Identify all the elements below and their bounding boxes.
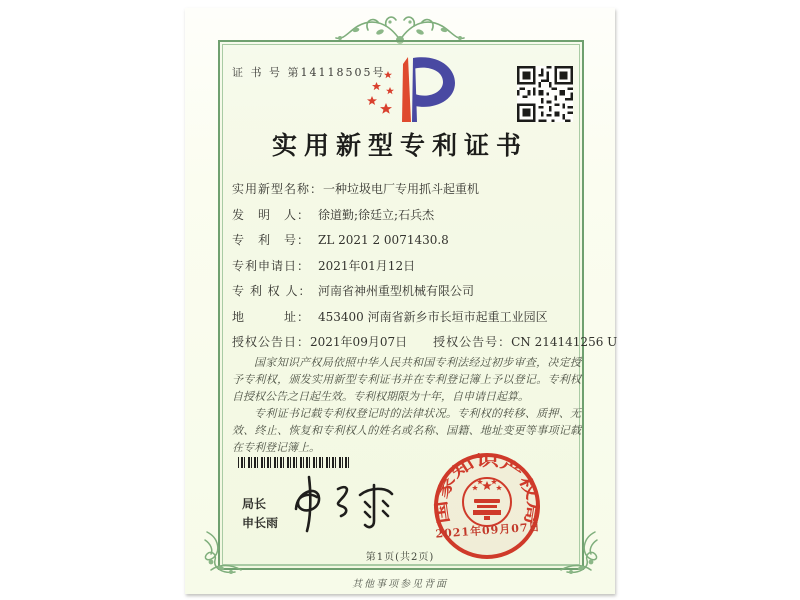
field-value: 河南省神州重型机械有限公司: [318, 284, 475, 298]
field-label: 专 利 号：: [232, 233, 311, 247]
grant-number-value: CN 214141256 U: [511, 335, 618, 349]
field-value: 徐道勤;徐廷立;石兵杰: [318, 207, 435, 222]
field-utility-model-name: [232, 180, 581, 194]
legal-paragraph-1: 国家知识产权局依照中华人民共和国专利法经过初步审查，决定授予专利权，颁发实用新型专利证书并在专利登记簿上予以登记。专利权自授权公告之日起生效。专利权期限为十年，自申请日起算。: [232, 356, 581, 403]
field-value: 一种垃圾电厂专用抓斗起重机: [323, 182, 480, 196]
certificate-number: 证 书 号 第14118505号: [232, 66, 386, 79]
field-inventors: [232, 206, 581, 220]
field-value: 453400 河南省新乡市长垣市起重工业园区: [318, 309, 548, 324]
signatory-name: 申长雨: [242, 516, 279, 530]
handwritten-signature-icon: [288, 473, 406, 537]
field-patent-number: [232, 231, 581, 245]
field-grant-announcement: [232, 333, 618, 349]
field-label: 地 址：: [232, 309, 311, 324]
field-label: 专利申请日：: [232, 258, 311, 273]
certificate-title: 实用新型专利证书: [271, 131, 528, 160]
field-label: 专 利 权 人：: [232, 284, 312, 298]
seal-circular-text: 国家知识产权局: [433, 451, 543, 525]
see-reverse-note: 其他事项参见背面: [352, 579, 448, 590]
qr-code-icon: [517, 66, 573, 122]
grant-date-value: 2021年09月07日: [310, 335, 408, 349]
field-filing-date: [232, 257, 581, 271]
grant-date-label: 授权公告日：: [232, 335, 311, 349]
legal-paragraph-2: 专利证书记载专利权登记时的法律状况。专利权的转移、质押、无效、终止、恢复和专利权人的姓名或名称、国籍、地址变更等事项记载在专利登记簿上。: [232, 407, 581, 454]
page-number-footer: 第1页(共2页): [365, 552, 435, 563]
seal-date-stamp: 2021年09月07日: [435, 520, 541, 541]
field-value: 2021年01月12日: [318, 258, 416, 273]
barcode-icon: [238, 457, 350, 468]
field-patentee: [232, 282, 581, 296]
field-value: ZL 2021 2 0071430.8: [318, 233, 449, 247]
field-label: 实用新型名称：: [232, 182, 324, 196]
legal-body-text: [232, 354, 581, 456]
field-label: 发 明 人：: [232, 207, 311, 222]
signatory-title: 局长: [242, 497, 267, 511]
field-address: [232, 308, 581, 322]
field-list: [232, 180, 618, 359]
cnipa-logo-icon: [357, 52, 461, 130]
national-emblem-seal-icon: [431, 450, 543, 562]
patent-certificate-sheet: [185, 8, 618, 594]
grant-number-label: 授权公告号：: [433, 335, 512, 349]
